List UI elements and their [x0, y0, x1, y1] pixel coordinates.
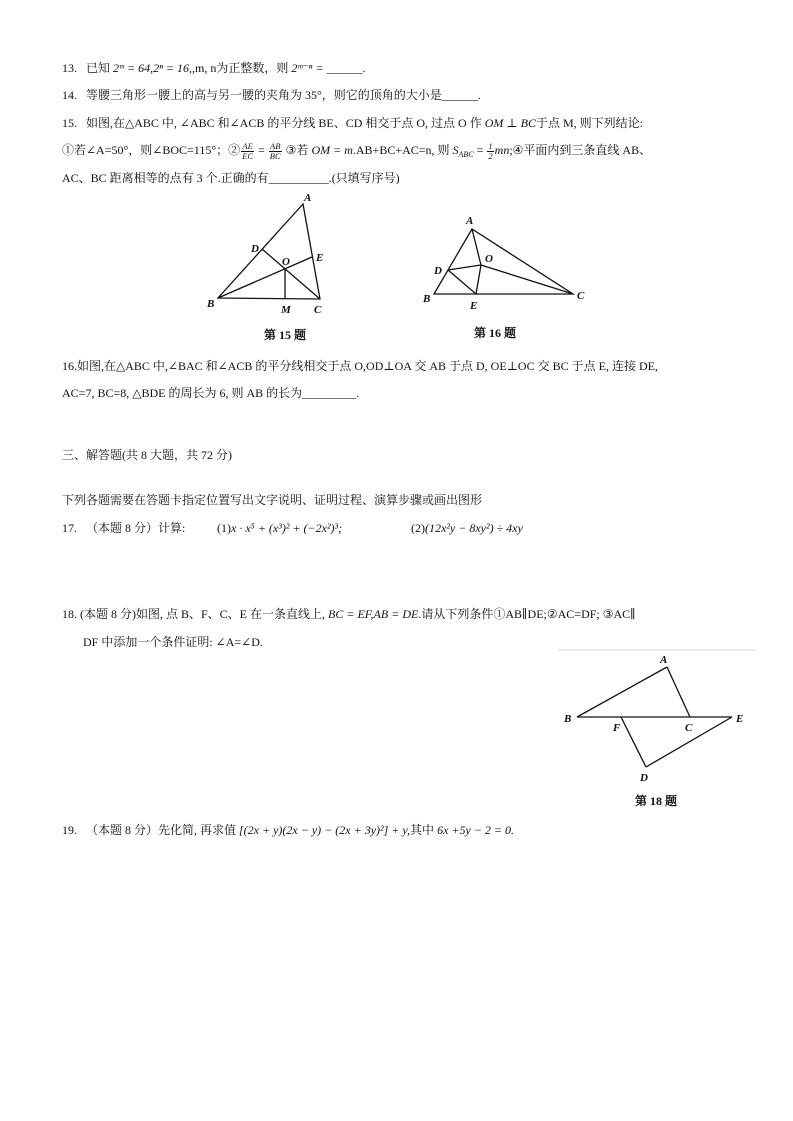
question-text: AC、BC 距离相等的点有 3 个.正确的有 — [62, 171, 269, 185]
figure-16 — [422, 215, 585, 340]
label-a: A — [304, 192, 312, 204]
fraction-one-half — [487, 142, 493, 161]
label-e: E — [736, 713, 744, 725]
area-letter: S — [452, 143, 459, 157]
label-c: C — [314, 304, 322, 316]
triangle-abc — [218, 204, 320, 299]
question-17 — [62, 520, 185, 536]
label-b: B — [423, 293, 431, 305]
segment-oe — [476, 265, 481, 294]
label-c: C — [685, 722, 693, 734]
math-expression: 2ᵐ = 64,2ⁿ = 16, — [113, 61, 192, 75]
label-e: E — [316, 252, 324, 264]
question-text: （本题 8 分）先化简, 再求值 — [86, 823, 240, 837]
area-symbol — [453, 143, 474, 157]
question-17-part-1 — [217, 520, 342, 536]
question-16-line-1 — [62, 358, 658, 374]
answer-blank: ______ — [326, 61, 363, 75]
math-expression: 2ᵐ⁻ⁿ = — [291, 61, 327, 75]
math-expression: [(2x + y)(2x − y) − (2x + 3y)²] + y, — [239, 823, 411, 837]
question-number: 13. — [62, 61, 77, 75]
answer-blank: _________ — [302, 386, 357, 400]
question-text: 已知 — [86, 61, 114, 75]
question-14 — [62, 87, 481, 103]
fraction-ab-bc — [269, 142, 282, 161]
numerator: AB — [270, 140, 281, 151]
question-15-line-2 — [62, 140, 651, 165]
label-e: E — [470, 300, 478, 312]
question-text: ③若 — [282, 143, 312, 157]
question-text: 如图,在△ABC 中, ∠ABC 和∠ACB 的平分线 BE、CD 相交于点 O, 过点 O 作 — [86, 116, 485, 130]
segment-oc — [481, 265, 573, 294]
part-label: (2) — [411, 521, 425, 535]
section-heading: 三、解答题(共 8 大题，共 72 分) — [62, 448, 232, 462]
figure-15 — [206, 192, 323, 342]
segment-be — [218, 257, 312, 298]
part-label: (1) — [217, 521, 231, 535]
label-d: D — [251, 243, 259, 255]
question-text: ,m, n为正整数，则 — [192, 61, 292, 75]
numerator: 1 — [488, 140, 493, 151]
math-expression: OM ⊥ BC — [484, 116, 536, 130]
denominator: BC — [269, 150, 281, 161]
label-o: O — [282, 256, 290, 268]
label-a: A — [466, 215, 474, 227]
label-m: M — [281, 304, 291, 316]
figure-caption: 第 15 题 — [263, 328, 307, 342]
math-expression: BC = EF,AB = DE — [328, 607, 419, 621]
question-text: 其中 — [410, 823, 438, 837]
question-number: 15. — [62, 116, 77, 130]
triangle-abc — [434, 229, 573, 294]
segment-de — [448, 270, 476, 294]
question-18-line-2 — [83, 634, 263, 650]
section-instructions: 下列各题需要在答题卡指定位置写出文字说明、证明过程、演算步骤或画出图形 — [62, 493, 483, 507]
figure-caption: 第 16 题 — [473, 326, 517, 340]
segment-cd — [262, 249, 320, 299]
question-number: 19. — [62, 823, 77, 837]
label-c: C — [577, 290, 585, 302]
figure-caption: 第 18 题 — [634, 794, 678, 808]
label-d: D — [434, 265, 442, 277]
label-o: O — [485, 253, 493, 265]
label-f: F — [613, 722, 621, 734]
segment-ao — [472, 229, 481, 265]
question-text: 等腰三角形一腰上的高与另一腰的夹角为 35°，则它的顶角的大小是 — [86, 88, 442, 102]
question-text: AC=7, BC=8, △BDE 的周长为 6, 则 AB 的长为 — [62, 386, 303, 400]
segment-fd — [621, 717, 646, 767]
segment-ac — [667, 667, 690, 717]
question-text: .(只填写序号) — [328, 171, 400, 185]
question-19 — [62, 822, 514, 838]
fraction-ae-ec — [241, 142, 254, 161]
denominator: EC — [242, 150, 254, 161]
answer-blank: ______ — [441, 88, 478, 102]
question-text: ;④平面内到三条直线 AB、 — [509, 143, 652, 157]
denominator: 2 — [488, 150, 493, 161]
math-expression: (12x²y − 8xy²) ÷ 4xy — [425, 521, 523, 535]
math-expression: mn — [494, 143, 510, 157]
math-expression: x · x⁵ + (x³)² + (−2x²)³; — [231, 521, 343, 535]
label-d: D — [640, 772, 648, 784]
math-expression: 6x +5y − 2 = 0. — [437, 823, 515, 837]
equals-sign: = — [255, 143, 268, 157]
period: . — [477, 88, 481, 102]
segment-ba — [577, 667, 667, 717]
question-text: 于点 M, 则下列结论: — [535, 116, 643, 130]
question-text: .AB+BC+AC=n, 则 — [352, 143, 453, 157]
figure-18 — [558, 650, 756, 808]
question-13 — [62, 60, 366, 76]
period: . — [356, 386, 360, 400]
question-16-line-2 — [62, 385, 359, 401]
answer-blank: __________ — [268, 171, 329, 185]
label-b: B — [207, 298, 215, 310]
question-text: ①若∠A=50°，则∠BOC=115°；② — [62, 143, 241, 157]
math-expression: OM = m — [311, 143, 353, 157]
numerator: AE — [242, 140, 253, 151]
question-text: 16.如图,在△ABC 中,∠BAC 和∠ACB 的平分线相交于点 O,OD⊥OA 交 AB 于点 D, OE⊥OC 交 BC 于点 E, 连接 DE, — [62, 359, 658, 373]
question-number: 17. — [62, 521, 77, 535]
question-text: 18. (本题 8 分)如图, 点 B、F、C、E 在一条直线上, — [62, 607, 329, 621]
question-text: .请从下列条件①AB∥DE;②AC=DF; ③AC∥ — [418, 607, 636, 621]
equals-sign: = — [473, 143, 487, 157]
period: . — [362, 61, 366, 75]
label-b: B — [564, 713, 572, 725]
question-text: （本题 8 分）计算: — [86, 521, 186, 535]
area-subscript: ABC — [458, 150, 474, 159]
question-number: 14. — [62, 88, 77, 102]
question-18-line-1 — [62, 606, 636, 622]
question-text: DF 中添加一个条件证明: ∠A=∠D. — [83, 635, 263, 649]
question-15-line-1 — [62, 115, 643, 131]
segment-de — [646, 717, 732, 767]
question-17-part-2 — [411, 520, 523, 536]
label-a: A — [660, 654, 668, 666]
segment-do — [448, 265, 481, 270]
question-15-line-3 — [62, 170, 400, 186]
